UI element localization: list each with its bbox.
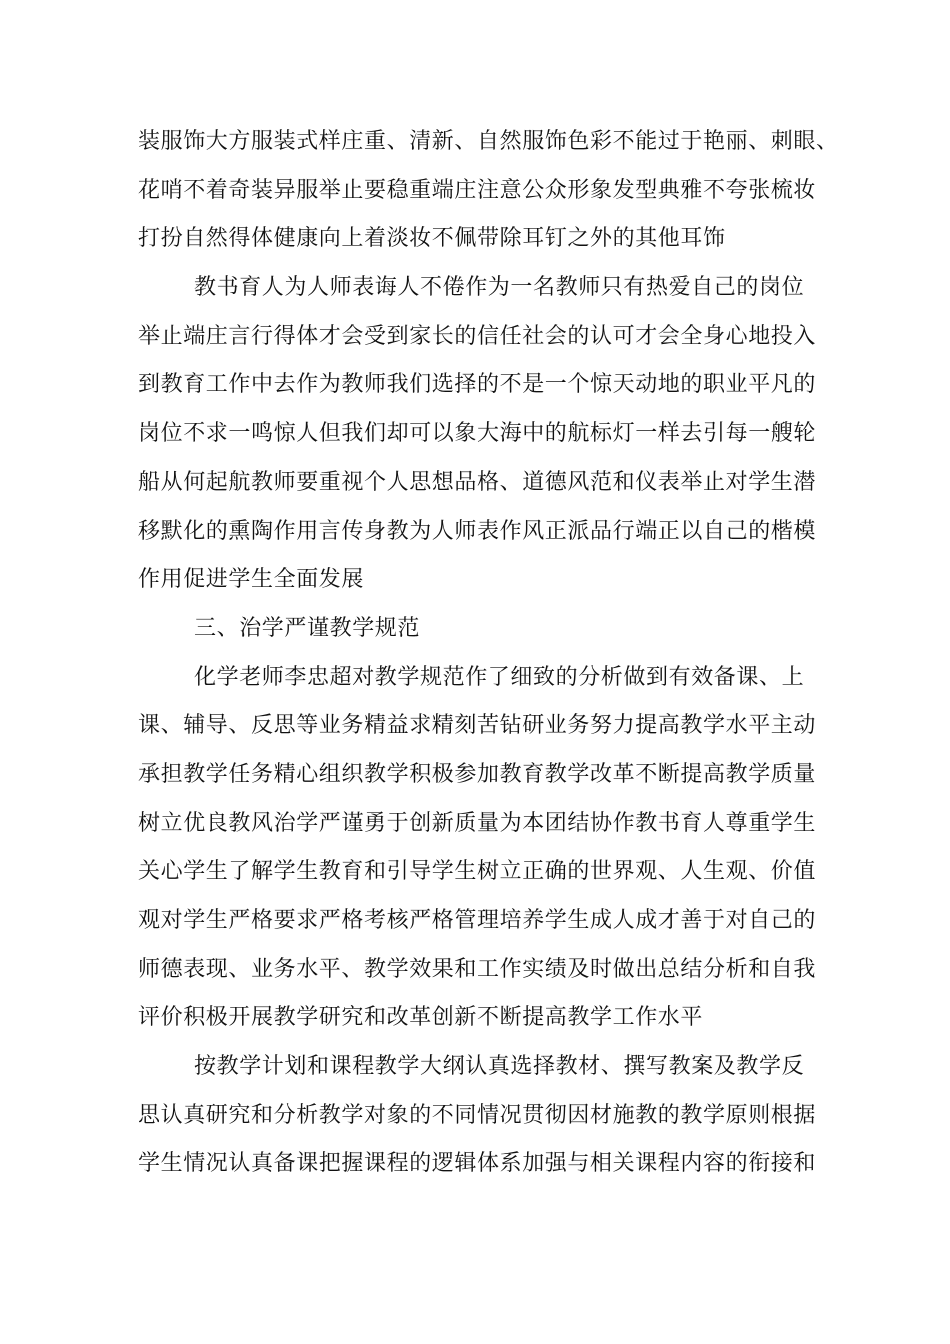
paragraph-teaching-role [138, 264, 818, 605]
paragraph-dress-code [138, 118, 839, 264]
text-line: 树立优良教风治学严谨勇于创新质量为本团结协作教书育人尊重学生 [138, 810, 817, 836]
text-line: 移默化的熏陶作用言传身教为人师表作风正派品行端正以自己的楷模 [138, 518, 817, 544]
text-line: 观对学生严格要求严格考核严格管理培养学生成人成才善于对自己的 [138, 908, 817, 933]
text-line: 花哨不着奇装异服举止要稳重端庄注意公众形象发型典雅不夸张梳妆 [138, 177, 817, 203]
text-line: 关心学生了解学生教育和引导学生树立正确的世界观、人生观、价值 [138, 859, 817, 885]
text-line: 到教育工作中去作为教师我们选择的不是一个惊天动地的职业平凡的 [138, 372, 817, 398]
text-line: 承担教学任务精心组织教学积极参加教育教学改革不断提高教学质量 [138, 761, 817, 787]
text-line: 教书育人为人师表诲人不倦作为一名教师只有热爱自己的岗位 [194, 275, 805, 301]
document-body [138, 118, 839, 1189]
text-line: 按教学计划和课程教学大纲认真选择教材、撰写教案及教学反 [194, 1054, 805, 1080]
text-line: 思认真研究和分析教学对象的不同情况贯彻因材施教的教学原则根据 [138, 1102, 817, 1128]
text-line: 作用促进学生全面发展 [138, 567, 365, 593]
text-line: 船从何起航教师要重视个人思想品格、道德风范和仪表举止对学生潜 [138, 469, 817, 495]
text-line: 举止端庄言行得体才会受到家长的信任社会的认可才会全身心地投入 [138, 323, 817, 349]
section-heading-text: 三、治学严谨教学规范 [194, 615, 421, 641]
text-line: 岗位不求一鸣惊人但我们却可以象大海中的航标灯一样去引每一艘轮 [138, 421, 817, 447]
section-heading [138, 605, 818, 654]
text-line: 学生情况认真备课把握课程的逻辑体系加强与相关课程内容的衔接和 [138, 1151, 817, 1177]
text-line: 打扮自然得体健康向上着淡妆不佩带除耳钉之外的其他耳饰 [138, 226, 726, 252]
paragraph-teaching-standards [138, 654, 818, 1044]
paragraph-teaching-plan [138, 1043, 818, 1189]
text-line: 装服饰大方服装式样庄重、清新、自然服饰色彩不能过于艳丽、刺眼、 [138, 129, 839, 154]
text-line: 课、辅导、反思等业务精益求精刻苦钻研业务努力提高教学水平主动 [138, 713, 817, 739]
text-line: 化学老师李忠超对教学规范作了细致的分析做到有效备课、上 [194, 664, 805, 690]
text-line: 师德表现、业务水平、教学效果和工作实绩及时做出总结分析和自我 [138, 956, 817, 982]
text-line: 评价积极开展教学研究和改革创新不断提高教学工作水平 [138, 1005, 704, 1031]
